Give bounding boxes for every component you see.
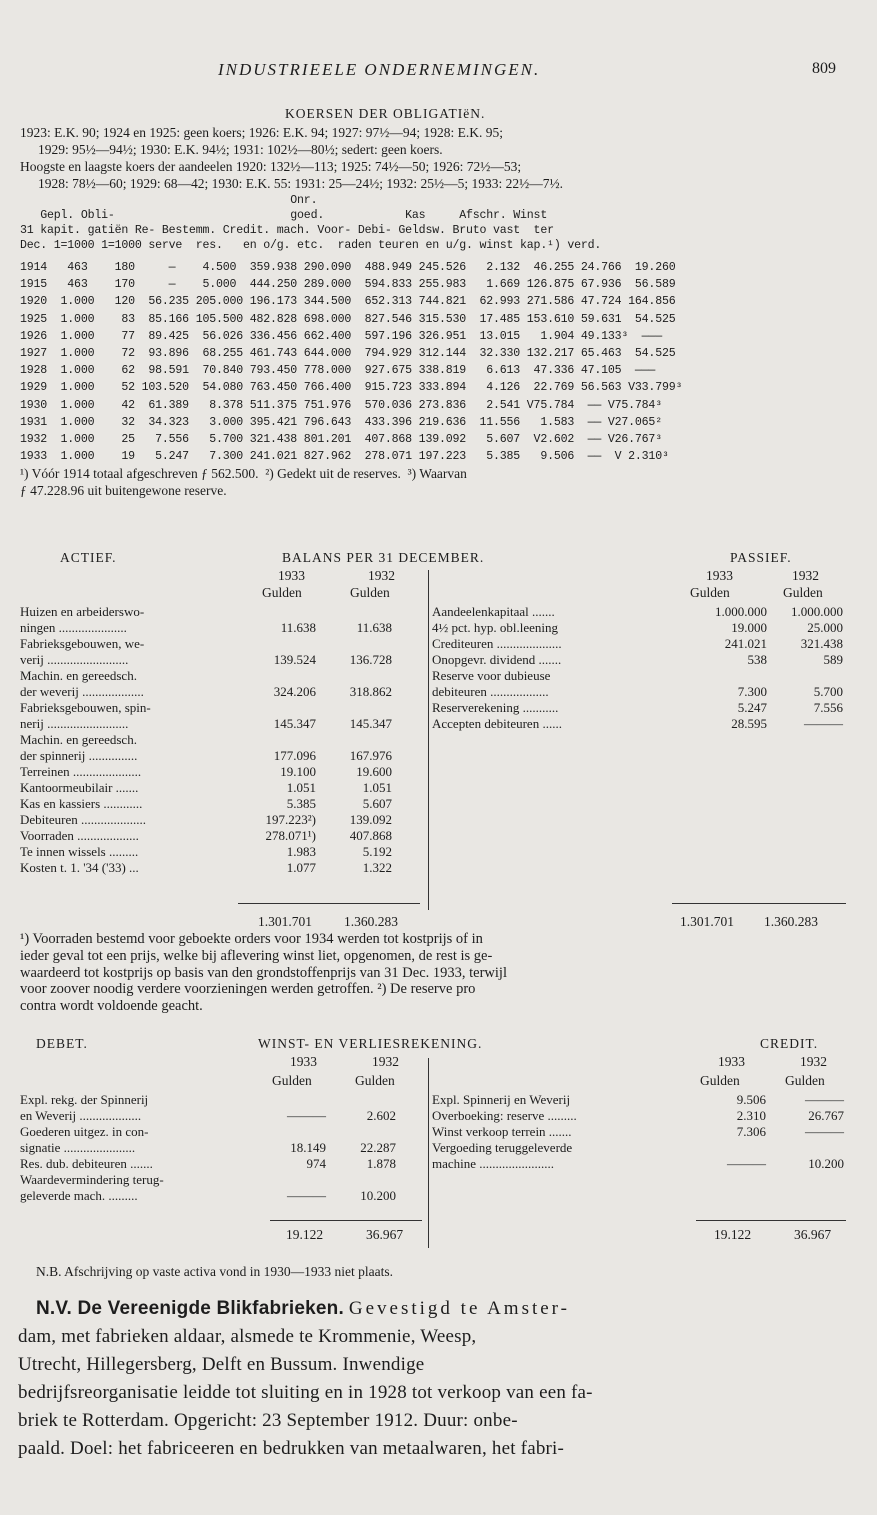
unit-gulden: Gulden [783, 585, 823, 600]
row-value [266, 1092, 326, 1108]
row-value [246, 732, 316, 748]
table-row [432, 1140, 844, 1156]
year-1932: 1932 [368, 568, 395, 583]
winst-total-debet-1932: 36.967 [366, 1227, 404, 1242]
row-value: 974 [306, 1156, 326, 1171]
row-value: 5.192 [362, 844, 392, 859]
unit-gulden: Gulden [700, 1073, 740, 1088]
row-label: nerij ......................... [20, 716, 129, 731]
row-value: 177.096 [273, 748, 316, 763]
row-value: 7.556 [813, 700, 843, 715]
row-label: Te innen wissels ......... [20, 844, 139, 859]
table-row [20, 1108, 396, 1124]
table-row [20, 1124, 396, 1140]
row-value: 321.438 [800, 636, 843, 651]
table-row [20, 668, 392, 684]
balans-note-line: voor zoover noodig verdere voorzieningen werden getroffen. ²) De reserve pro [20, 981, 476, 998]
table-row [20, 1188, 396, 1204]
row-value: 1.322 [362, 860, 392, 875]
table-row [20, 844, 392, 860]
balans-total-1933: 1.301.701 [680, 914, 734, 929]
row-value: ——— [804, 716, 843, 731]
balans-note-line: ¹) Voorraden bestemd voor geboekte orders voor 1934 werden tot kostprijs of in [20, 931, 483, 947]
row-label: Kantoormeubilair ....... [20, 780, 139, 795]
stats-header: Onr. [20, 194, 318, 207]
row-value: 11.638 [356, 620, 392, 635]
row-value [682, 668, 767, 684]
row-value: 139.524 [273, 652, 316, 667]
stats-header: Gepl. Obli- goed. Kas Afschr. Winst [20, 209, 548, 222]
year-1932: 1932 [792, 568, 819, 583]
row-label: Vergoeding teruggeleverde [432, 1140, 573, 1155]
row-value: 19.000 [731, 620, 767, 635]
row-label: geleverde mach. ......... [20, 1188, 138, 1203]
koersen-line: 1929: 95½—94½; 1930: E.K. 94½; 1931: 102½—80½; sedert: geen koers. [38, 142, 443, 157]
table-row [432, 1156, 844, 1172]
row-label: Kosten t. 1. '34 ('33) ... [20, 860, 139, 875]
row-value: 5.700 [813, 684, 843, 699]
row-value: 19.100 [280, 764, 316, 779]
balans-passief-table [432, 604, 843, 732]
company-line: paald. Doel: het fabriceeren en bedrukken van metaalwaren, het fabri- [18, 1438, 565, 1459]
row-label: debiteuren .................. [432, 684, 549, 699]
table-row [20, 748, 392, 764]
row-label: Winst verkoop terrein ....... [432, 1124, 572, 1139]
stats-row: 1926 1.000 77 89.425 56.026 336.456 662.400 597.196 326.951 13.015 1.904 49.133³ ——— [20, 329, 662, 343]
row-label: ningen ..................... [20, 620, 127, 635]
table-row [432, 716, 843, 732]
stats-row: 1915 463 170 — 5.000 444.250 289.000 594.833 255.983 1.669 126.875 67.936 56.589 [20, 278, 676, 292]
balans-passief-label: PASSIEF. [730, 550, 792, 565]
row-value [316, 636, 392, 652]
table-row [20, 684, 392, 700]
row-value: 1.000.000 [715, 604, 767, 619]
row-label: machine ....................... [432, 1156, 555, 1171]
winst-nb: N.B. Afschrijving op vaste activa vond in 1930—1933 niet plaats. [36, 1264, 393, 1279]
stats-row: 1928 1.000 62 98.591 70.840 793.450 778.000 927.675 338.819 6.613 47.336 47.105 ——— [20, 364, 656, 378]
stats-row: 1933 1.000 19 5.247 7.300 241.021 827.962 278.071 197.223 5.385 9.506 —— V 2.310³ [20, 450, 669, 464]
row-value: 22.287 [360, 1140, 396, 1155]
stats-row: 1932 1.000 25 7.556 5.700 321.438 801.201 407.868 139.092 5.607 V2.602 —— V26.767³ [20, 433, 662, 447]
year-1932: 1932 [372, 1054, 399, 1069]
table-row [20, 604, 392, 620]
row-label: Machin. en gereedsch. [20, 668, 137, 683]
row-value: 5.247 [737, 700, 767, 715]
table-row [20, 716, 392, 732]
row-value: 1.000.000 [791, 604, 843, 619]
row-label: Onopgevr. dividend ....... [432, 652, 562, 667]
row-value: 2.310 [736, 1108, 766, 1123]
balans-total-1933: 1.301.701 [258, 914, 312, 929]
stats-row: 1930 1.000 42 61.389 8.378 511.375 751.976 570.036 273.836 2.541 V75.784 —— V75.784³ [20, 398, 662, 412]
row-value [246, 636, 316, 652]
row-value: 136.728 [349, 652, 392, 667]
year-1933: 1933 [290, 1054, 317, 1069]
row-label: verij ......................... [20, 652, 129, 667]
row-value: ——— [727, 1156, 766, 1171]
row-value: 1.983 [286, 844, 316, 859]
year-1933: 1933 [278, 568, 305, 583]
table-row [20, 1156, 396, 1172]
company-line: briek te Rotterdam. Opgericht: 23 September 1912. Duur: onbe- [18, 1410, 518, 1431]
row-value [266, 1124, 326, 1140]
row-value: 10.200 [808, 1156, 844, 1171]
row-label: Accepten debiteuren ...... [432, 716, 562, 731]
balans-note-line: waardeerd tot kostprijs op basis van den grondstoffenprijs van 31 Dec. 1933, terwijl [20, 964, 507, 981]
row-value: ——— [805, 1092, 844, 1107]
row-label: Fabrieksgebouwen, we- [20, 636, 145, 651]
unit-gulden: Gulden [355, 1073, 395, 1088]
table-row [20, 1172, 396, 1188]
unit-gulden: Gulden [690, 585, 730, 600]
row-value: 2.602 [366, 1108, 396, 1123]
row-label: Debiteuren .................... [20, 812, 147, 827]
table-row [20, 1140, 396, 1156]
winst-title: WINST- EN VERLIESREKENING. [258, 1036, 483, 1051]
row-value: 278.071¹) [265, 828, 316, 843]
winst-total-credit-1932: 36.967 [794, 1227, 832, 1242]
winst-total-debet-1933: 19.122 [286, 1227, 324, 1242]
row-label: Huizen en arbeiderswo- [20, 604, 145, 619]
row-label: Overboeking: reserve ......... [432, 1108, 577, 1123]
table-row [432, 636, 843, 652]
row-value [266, 1172, 326, 1188]
table-row [432, 620, 843, 636]
row-label: Expl. Spinnerij en Weverij [432, 1092, 571, 1107]
koersen-line: Hoogste en laagste koers der aandeelen 1920: 132½—113; 1925: 74½—50; 1926: 72½—53; [20, 159, 522, 174]
row-label: Res. dub. debiteuren ....... [20, 1156, 153, 1171]
row-label: Crediteuren .................... [432, 636, 562, 651]
row-label: Aandeelenkapitaal ....... [432, 604, 555, 619]
winst-debet-label: DEBET. [36, 1036, 88, 1051]
koersen-line: 1928: 78½—60; 1929: 68—42; 1930: E.K. 55: 1931: 25—24½; 1932: 25½—5; 1933: 22½—7½. [38, 176, 564, 191]
stats-row: 1920 1.000 120 56.235 205.000 196.173 344.500 652.313 744.821 62.993 271.586 47.724 164.856 [20, 295, 676, 309]
stats-row: 1925 1.000 83 85.166 105.500 482.828 698.000 827.546 315.530 17.485 153.610 59.631 54.525 [20, 312, 676, 326]
balans-actief-table [20, 604, 392, 876]
page-number: 809 [812, 60, 836, 77]
balans-total-1932: 1.360.283 [764, 914, 818, 929]
stats-footnote: ¹) Vóór 1914 totaal afgeschreven ƒ 562.500. ²) Gedekt uit de reserves. ³) Waarvan [20, 466, 467, 482]
row-value: 18.149 [290, 1140, 326, 1155]
row-label: en Weverij ................... [20, 1108, 142, 1123]
winst-credit-label: CREDIT. [760, 1036, 819, 1051]
row-label: der weverij ................... [20, 684, 144, 699]
table-row [432, 604, 843, 620]
table-row [432, 652, 843, 668]
unit-gulden: Gulden [272, 1073, 312, 1088]
row-value: 538 [747, 652, 767, 667]
table-row [432, 700, 843, 716]
table-row [20, 828, 392, 844]
row-value: ——— [805, 1124, 844, 1139]
row-value: 1.878 [366, 1156, 396, 1171]
row-value: ——— [287, 1108, 326, 1123]
stats-row: 1927 1.000 72 93.896 68.255 461.743 644.000 794.929 312.144 32.330 132.217 65.463 54.525 [20, 347, 676, 361]
table-row [432, 1124, 844, 1140]
year-1933: 1933 [706, 568, 733, 583]
stats-header: Dec. 1=1000 1=1000 serve res. en o/g. etc. raden teuren en u/g. winst kap.¹) verd. [20, 239, 602, 252]
row-value: 5.385 [286, 796, 316, 811]
row-label: Reserverekening ........... [432, 700, 559, 715]
winst-debet-table [20, 1092, 396, 1204]
stats-header: 31 kapit. gatiën Re- Bestemm. Credit. mach. Voor- Debi- Geldsw. Bruto vast ter [20, 224, 554, 237]
company-line: bedrijfsreorganisatie leidde tot sluiting en in 1928 tot verkoop van een fa- [18, 1382, 593, 1403]
row-label: 4½ pct. hyp. obl.leening [432, 620, 559, 635]
row-value: 589 [823, 652, 843, 667]
row-label: Fabrieksgebouwen, spin- [20, 700, 151, 715]
company-line: dam, met fabrieken aldaar, alsmede te Krommenie, Weesp, [18, 1326, 477, 1347]
stats-footnote: ƒ 47.228.96 uit buitengewone reserve. [20, 483, 227, 499]
row-value: 10.200 [360, 1188, 396, 1203]
row-label: Waardevermindering terug- [20, 1172, 164, 1187]
row-value: 407.868 [349, 828, 392, 843]
balans-actief-label: ACTIEF. [60, 550, 117, 565]
balans-title: BALANS PER 31 DECEMBER. [282, 550, 485, 565]
row-value: 241.021 [724, 636, 767, 651]
row-label: Machin. en gereedsch. [20, 732, 137, 747]
winst-credit-table [432, 1092, 844, 1172]
unit-gulden: Gulden [262, 585, 302, 600]
table-row [20, 620, 392, 636]
row-value: 145.347 [349, 716, 392, 731]
table-row [432, 668, 843, 684]
balans-note-line: ieder geval tot een prijs, welke bij aflevering winst liet, opgenomen, de rest is ge- [20, 947, 493, 964]
row-value: 19.600 [356, 764, 392, 779]
table-row [20, 796, 392, 812]
row-value: 11.638 [280, 620, 316, 635]
table-row [20, 732, 392, 748]
row-value: 1.077 [286, 860, 316, 875]
company-first-line [36, 1298, 570, 1320]
table-row [432, 1108, 844, 1124]
stats-row: 1914 463 180 — 4.500 359.938 290.090 488.949 245.526 2.132 46.255 24.766 19.260 [20, 261, 676, 274]
balans-note [20, 931, 507, 1015]
table-row [20, 860, 392, 876]
table-row [20, 652, 392, 668]
row-label: Reserve voor dubieuse [432, 668, 551, 683]
row-value [316, 604, 392, 620]
company-name: N.V. De Vereenigde Blikfabrieken. [36, 1298, 344, 1319]
row-value [766, 1140, 844, 1156]
unit-gulden: Gulden [785, 1073, 825, 1088]
row-value: 1.051 [362, 780, 392, 795]
balans-total-1932: 1.360.283 [344, 914, 398, 929]
row-value: 7.300 [737, 684, 767, 699]
table-row [432, 684, 843, 700]
koersen-title: KOERSEN DER OBLIGATIëN. [285, 106, 486, 121]
row-value [326, 1172, 396, 1188]
year-1932: 1932 [800, 1054, 827, 1069]
row-value: 324.206 [273, 684, 316, 699]
page-header-title: INDUSTRIEELE ONDERNEMINGEN. [218, 60, 541, 79]
row-label: Terreinen ..................... [20, 764, 142, 779]
table-row [20, 1092, 396, 1108]
row-label: der spinnerij ............... [20, 748, 138, 763]
table-row [20, 700, 392, 716]
row-label: Kas en kassiers ............ [20, 796, 143, 811]
company-line: Utrecht, Hillegersberg, Delft en Bussum. Inwendige [18, 1354, 425, 1375]
row-value [326, 1124, 396, 1140]
row-value [326, 1092, 396, 1108]
table-row [20, 780, 392, 796]
row-label: Expl. rekg. der Spinnerij [20, 1092, 149, 1107]
row-value: 1.051 [286, 780, 316, 795]
balans-note-line: contra wordt voldoende geacht. [20, 998, 203, 1015]
table-row [20, 812, 392, 828]
row-value [246, 668, 316, 684]
row-label: signatie ...................... [20, 1140, 136, 1155]
year-1933: 1933 [718, 1054, 745, 1069]
row-value [246, 604, 316, 620]
row-value [246, 700, 316, 716]
stats-table [20, 193, 682, 499]
row-value: ——— [287, 1188, 326, 1203]
table-row [432, 1092, 844, 1108]
row-value [767, 668, 843, 684]
row-value [316, 700, 392, 716]
row-value: 26.767 [808, 1108, 844, 1123]
row-value [316, 668, 392, 684]
table-row [20, 764, 392, 780]
row-value: 197.223²) [265, 812, 316, 827]
company-line: Gevestigd te Amster- [348, 1298, 570, 1319]
row-label: Voorraden ................... [20, 828, 139, 843]
row-value: 7.306 [736, 1124, 766, 1139]
row-value: 25.000 [807, 620, 843, 635]
row-value [694, 1140, 766, 1156]
stats-row: 1931 1.000 32 34.323 3.000 395.421 796.643 433.396 219.636 11.556 1.583 —— V27.065² [20, 415, 662, 429]
row-value: 167.976 [349, 748, 392, 763]
row-value: 318.862 [349, 684, 392, 699]
row-value: 28.595 [731, 716, 767, 731]
unit-gulden: Gulden [350, 585, 390, 600]
row-value: 145.347 [273, 716, 316, 731]
table-row [20, 636, 392, 652]
row-value: 9.506 [736, 1092, 766, 1107]
row-value [316, 732, 392, 748]
row-label: Goederen uitgez. in con- [20, 1124, 149, 1139]
stats-row: 1929 1.000 52 103.520 54.080 763.450 766.400 915.723 333.894 4.126 22.769 56.563 V33.799³ [20, 381, 683, 395]
winst-total-credit-1933: 19.122 [714, 1227, 752, 1242]
row-value: 139.092 [349, 812, 392, 827]
koersen-line: 1923: E.K. 90; 1924 en 1925: geen koers; 1926: E.K. 94; 1927: 97½—94; 1928: E.K. 95; [20, 125, 503, 140]
row-value: 5.607 [362, 796, 392, 811]
